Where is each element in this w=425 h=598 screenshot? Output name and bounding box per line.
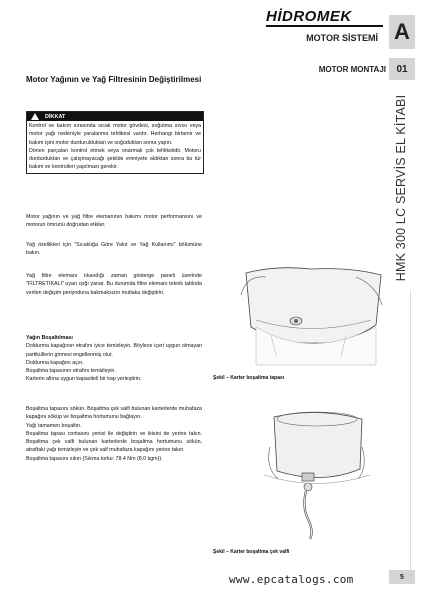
drain-line: Karterin altına uygun kapasiteli bir kap yerleştirin.: [26, 376, 142, 383]
drain-line: Boşaltma tapasının etrafını temizleyin.: [26, 368, 116, 375]
section-letter-tab: [389, 15, 415, 49]
warning-line: Dönen parçaları kontrol etmek veya onarmak çok tehlikelidir. Motoru durdurduktan ve çalışmayacağı şekilde emniyete aldıktan sonra bu tür bakım ve kontrolleri yapılması gerekir.: [29, 147, 201, 171]
oil-pan-drain-plug-photo: [236, 265, 386, 371]
warning-body: [27, 121, 203, 173]
side-title-band: [388, 95, 414, 280]
warning-triangle-icon: [31, 113, 39, 120]
drain-line: Doldurma kapağının etrafını iyice temizleyin. Böylece içeri uygun olmayan partiküllerin girmesi engellenmiş olur.: [26, 343, 202, 358]
watermark-url: www.epcatalogs.com: [229, 573, 354, 586]
chapter-number-tab: [389, 58, 415, 80]
paragraph-filter-warning: [26, 272, 202, 297]
warning-label: DİKKAT: [45, 113, 66, 120]
chapter-number: 01: [396, 63, 408, 75]
drain-check-valve-photo: [262, 407, 372, 541]
section-letter: A: [394, 19, 410, 44]
system-title: MOTOR SİSTEMİ: [306, 33, 378, 43]
figure1-caption: Şekil – Karter boşaltma tapası: [213, 375, 285, 381]
paragraph-text: Yağ özellikleri için "Sıcaklığa Göre Yakıt ve Yağ Kullanımı" bölümüne bakın.: [26, 242, 202, 257]
warning-box: [26, 111, 204, 174]
drain-step: Boşaltma tapası contasını yenisi ile değiştirin ve ikisini de yerine takın. Boşaltma çek valfi bulunan karterlerde boşaltma hortumunu sökün, atraftaki yağı temizleyin ve çek valf muhafaza kapağını yerine takın.: [26, 430, 202, 454]
drain-line: Doldurma kapağını açın.: [26, 359, 84, 366]
figure2-caption: Şekil – Karter boşaltma çek valfi: [213, 549, 290, 555]
hidromek-logo: HİDROMEK: [266, 8, 352, 25]
drain-section-title: Yağın Boşaltılması: [26, 335, 73, 341]
margin-divider: [410, 290, 411, 570]
page-heading: Motor Yağının ve Yağ Filtresinin Değiştirilmesi: [26, 75, 202, 84]
drain-step: Yağı tamamen boşaltın.: [26, 422, 82, 429]
paragraph-oil-spec: [26, 241, 202, 258]
subsection-title: MOTOR MONTAJI: [318, 65, 386, 74]
paragraph-text: Yağ filtre elemanı tıkandığı zaman gösterge paneli üzerinde "FİLTRETIKALI" uyarı ışığı yanar. Bu durumda filtre elemanı teknik tabloda verilen değişim periyoduna bakmaksızın mutlaka değiştirin.: [26, 273, 202, 296]
drain-steps: [26, 405, 202, 463]
side-title: HMK 300 LC SERVİS EL KİTABI: [394, 94, 408, 281]
drain-step: Boşaltma tapasını sıkın (Sıkma torku: 78.4 Nm (8.0 kgm)).: [26, 455, 163, 462]
paragraph-text: Motor yağının ve yağ filtre elemanının bakımı motor performansını ve motorun ömrünü doğrudan etkiler.: [26, 214, 202, 229]
warning-line: Kontrol ve bakım sırasında sıcak motor gövdesi, soğutma sıvısı veya motor yağı nedeniyle yaralanma tehlikesi vardır. Herhangi birtamir ve bakım işini motor durdurulduktan ve soğuduktan sonra yapın.: [29, 123, 201, 146]
page-number-tab: [389, 570, 415, 584]
drain-section: [26, 334, 202, 384]
warning-header: [27, 112, 203, 121]
page-number: 5: [400, 573, 404, 581]
paragraph-maintenance: [26, 213, 202, 230]
logo-underline: [266, 25, 383, 27]
drain-step: Boşaltma tapasını sökün. Boşaltma çek valfi bulunan karterlerde muhafaza kapağını söküp ve boşaltma hortumunu bağlayın.: [26, 406, 202, 421]
